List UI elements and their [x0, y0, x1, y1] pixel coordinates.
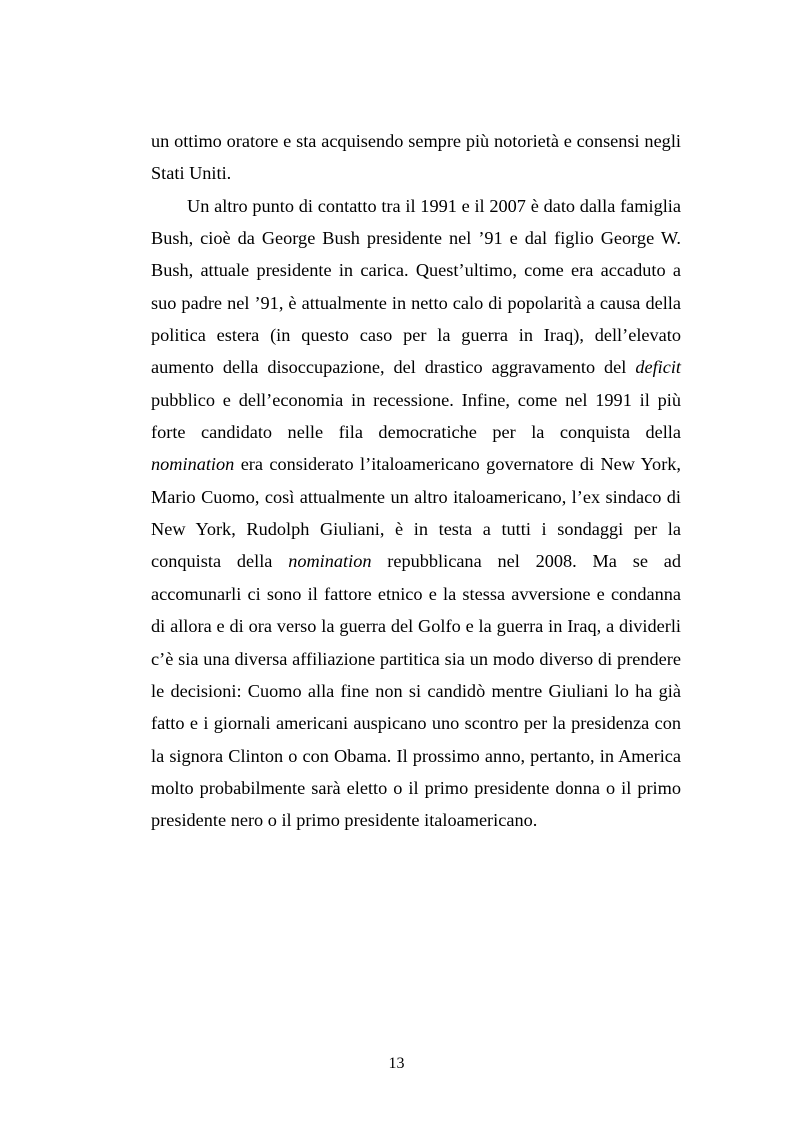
body-text: [151, 125, 681, 837]
paragraph-2-text-3: era considerato l’italoamericano governatore di New York, Mario Cuomo, così attualmente un altro italoamericano, l’ex sindaco di New York, Rudolph Giuliani, è in testa a tutti i sondaggi per la conquista della: [151, 454, 681, 572]
italic-nomination: nomination: [288, 551, 372, 572]
paragraph-1: un ottimo oratore e sta acquisendo sempre più notorietà e consensi negli Stati Uniti.: [151, 131, 681, 184]
page-number: 13: [388, 1055, 405, 1072]
italic-deficit: deficit: [635, 357, 681, 378]
paragraph-2-text-2: pubblico e dell’economia in recessione. Infine, come nel 1991 il più forte candidato nelle fila democratiche per la conquista della: [151, 389, 681, 443]
paragraph-2: [151, 190, 681, 837]
paragraph-2-text-1: Un altro punto di contatto tra il 1991 e il 2007 è dato dalla famiglia Bush, cioè da George Bush presidente nel ’91 e dal figlio George W. Bush, attuale presidente in carica. Quest’ultimo, come era accaduto a suo padre nel ’91, è attualmente in netto calo di popolarità a causa della politica estera (in questo caso per la guerra in Iraq), dell’elevato aumento della disoccupazione, del drastico aggravamento del: [151, 195, 681, 378]
italic-nomination: nomination: [151, 454, 235, 475]
paragraph-2-text-4: repubblicana nel 2008. Ma se ad accomunarli ci sono il fattore etnico e la stessa avversione e condanna di allora e di ora verso la guerra del Golfo e la guerra in Iraq, a dividerli c’è sia una diversa affiliazione partitica sia un modo diverso di prendere le decisioni: Cuomo alla fine non si candidò mentre Giuliani lo ha già fatto e i giornali americani auspicano uno scontro per la presidenza con la signora Clinton o con Obama. Il prossimo anno, pertanto, in America molto probabilmente sarà eletto o il primo presidente donna o il primo presidente nero o il primo presidente italoamericano.: [151, 551, 681, 831]
